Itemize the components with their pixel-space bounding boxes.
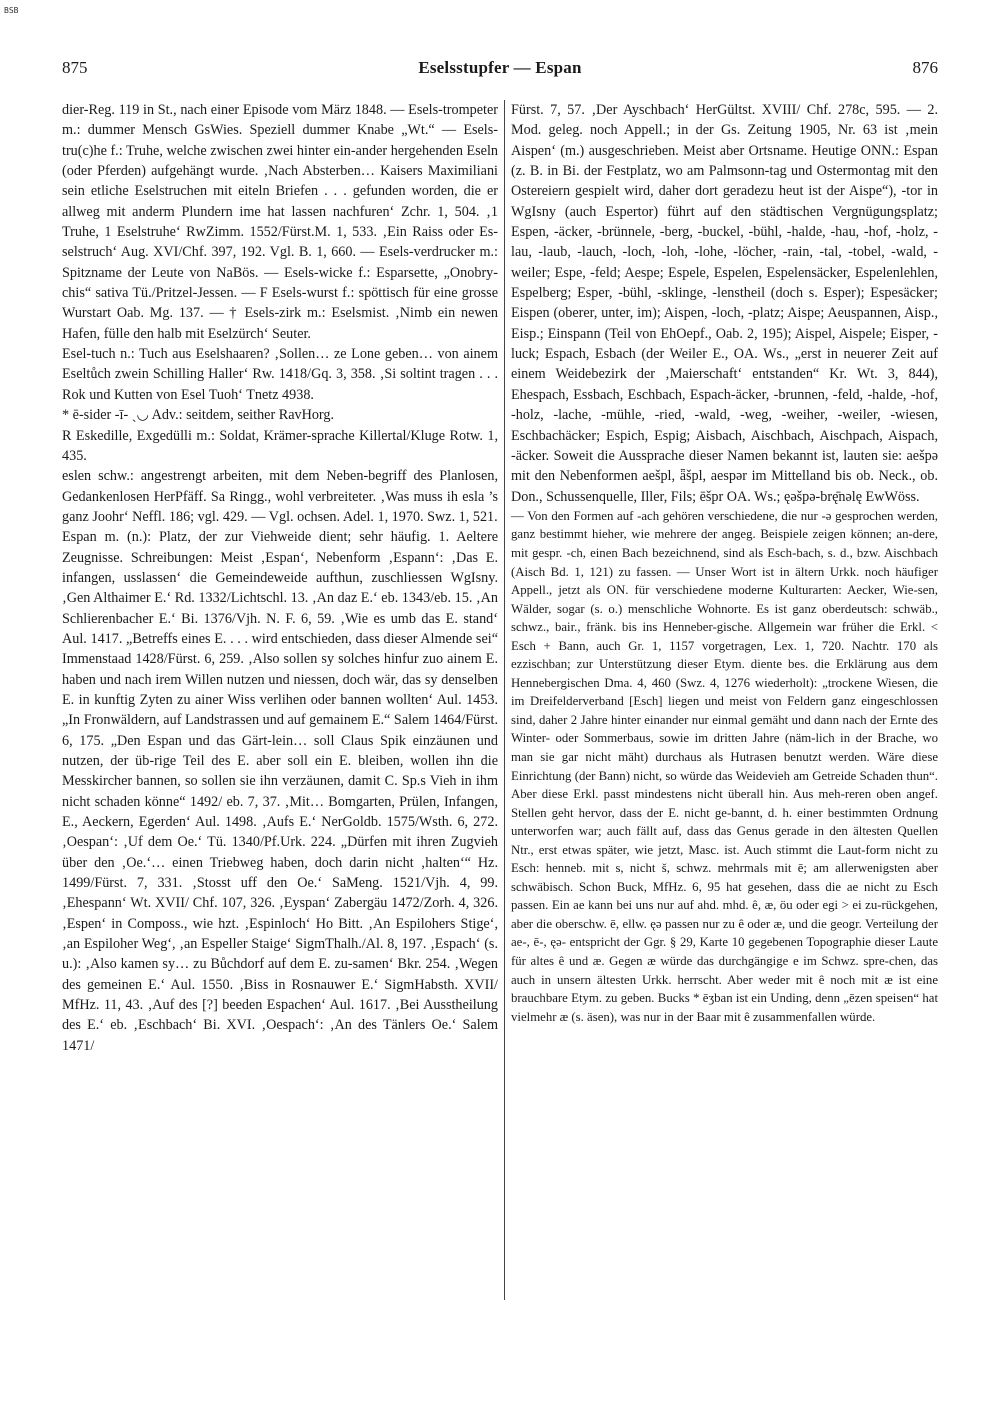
entry-espan: Espan m. (n.): Platz, der zur Viehweide dient; sehr häufig. 1. Aeltere Zeugnisse. Schreibungen: Meist ‚Espan‘, Nebenform ‚Espann‘: ‚Das E. infangen, usslassen‘ die Gemeindeweide aufthun, zuschliessen WgIsny. ‚Gen Althaimer E.‘ Rd. 1332/Lichtschl. 13. ‚An daz E.‘ eb. 1343/eb. 15. ‚An Schlierenbacher E.‘ Bi. 1376/Vjh. N. F. 6, 59. ‚Wie es umb das E. stand‘ Aul. 1417. „Betreffs eines E. . . . wird entschieden, dass dieser Almende sei“ Immenstaad 1428/Fürst. 6, 259. ‚Also sollen sy solches hinfur zuo ainem E. haben und nach irem Willen nutzen und niessen, doch wär, das sy denselben E. in kunftig Zyten zu ainer Wiss verlihen oder bannen wollten‘ Aul. 1453. „In Fronwäldern, auf Landstrassen und auf gemainem E.“ Salem 1464/Fürst. 6, 175. „Den Espan und das Gärt-lein… soll Claus Spik einzäunen und nutzen, der üb-rige Teil des E. aber soll ein E. bleiben, wollen ihn die Messkircher bannen, so sollen sie ihn verzäunen, damit C. Sp.s Vieh in ihm nicht schaden könne“ 1492/ eb. 7, 37. ‚Mit… Bomgarten, Prülen, Infangen, E., Aeckern, Egerden‘ Aul. 1498. ‚Aufs E.‘ NerGoldb. 1575/Wsth. 6, 272. ‚Oespan‘: ‚Uf dem Oe.‘ Tü. 1340/Pf.Urk. 224. „Dürfen mit ihren Zugvieh über den ‚Oe.‘… einen Triebweg haben, doch darin nicht ‚halten‘“ Hz. 1499/Fürst. 7, 331. ‚Stosst uff den Oe.‘ SaMeng. 1521/Vjh. 4, 99. ‚Ehespann‘ Wt. XVII/ Chf. 107, 326. ‚Eyspan‘ Zabergäu 1472/Zorh. 4, 326. ‚Espen‘ in Composs., wie hzt. ‚Espinloch‘ Ho Bitt. ‚An Espilohers Stige‘, ‚an Espiloher Weg‘, ‚an Espeller Staige‘ SigmThalh./Al. 8, 197. ‚Espach‘ (s. u.): ‚Also kamen sy… zu Bůchdorf auf dem E. zu-samen‘ Bkr. 254. ‚Wegen des gemeinen E.‘ Aul. 1550. ‚Biss in Rosnauwer E.‘ SigmHabsth. XVII/ MfHz. 11, 43. ‚Auf des [?] beeden Espachen‘ Aul. 1617. ‚Bei Ausstheilung des E.‘ eb. ‚Eschbach‘ Bi. XVI. ‚Oespach‘: ‚An des Tänlers Oe.‘ Salem 1471/ [62, 529, 498, 1054]
running-title: Eselsstupfer — Espan [418, 58, 582, 77]
entry-eskedille: R Eskedille, Exgedülli m.: Soldat, Krämer-sprache Killertal/Kluge Rotw. 1, 435. [62, 427, 498, 464]
entry-espan-continued: Fürst. 7, 57. ‚Der Ayschbach‘ HerGültst. XVIII/ Chf. 278c, 595. — 2. Mod. geleg. noch Appell.; in der Gs. Zeitung 1905, Nr. 63 ist ‚mein Aispen‘ (m.) ausgeschrieben. Meist aber Ortsname. Heutige ONN.: Espan (z. B. in Bi. der Festplatz, wo am Palmsonn-tag und Ostermontag mit den Ostereiern gespielt wird, daher dort geradezu heut ist der Aispe“), -tor in WgIsny (auch Espertor) führt auf den städtischen Vergnügungsplatz; Espen, -äcker, -brünnele, -berg, -buckel, -bühl, -halde, -hau, -hof, -holz, -lau, -laub, -lauch, -loch, -loh, -lohe, -löcher, -rain, -tal, -tobel, -wald, -weiler; Espe, -feld; Aespe; Espele, Espelen, Espelensäcker, Espelenlehlen, Espelberg; Esper, -bühl, -sklinge, -lenstheil (doch s. Esper); Espesäcker; Eispen (oberer, unter, im); Aispen, -loch, -platz; Aispe; Aeuspannen, Aisp., Eisp.; Einspann (Teil von EhOepf., Oab. 2, 195); Aispel, Aispele; Eisper, -luck; Espach, Esbach (der Weiler E., OA. Ws., „erst in neuerer Zeit auf einem Weidebezirk der ‚Maierschaft‘ entstanden“ Kr. Wt. 3, 844), Ehespach, Essbach, Eschbach, Espach-äcker, -brunnen, -feld, -halde, -hof, -holz, -lache, -mühle, -ried, -wald, -weg, -weiher, -weiler, -wiesen, Eschbachäcker; Espich, Espig; Aisbach, Aischbach, Aischpach, Aispach, -äcker. Soweit die Aussprache dieser Namen bekannt ist, lauten sie: aešpə mit den Nebenformen aešpl, ǟšpl, aespər im Mittelland bis ob. Neck., ob. Don., Schussenquelle, Iller, Fils; ēšpr OA. Ws.; ęəšpə-brę̄nəlę EwWöss. [511, 102, 938, 505]
column-divider [504, 100, 505, 1300]
page-header [62, 58, 938, 86]
right-column [511, 100, 938, 1300]
entry-e-sider: * ē-sider -ī- ˏ◡ Adv.: seitdem, seither RavHorg. [62, 407, 335, 424]
entry-espan-etymology: — Von den Formen auf -ach gehören verschiedene, die nur -ə gesprochen werden, ganz bestimmt hieher, wie mehrere der angeg. Beispiele zeigen können; an-dere, mit gespr. -ch, einen Bach bezeichnend, sind als Esch-bach, s. d., bzw. Aischbach (Aisch Bd. 1, 121) zu fassen. — Unser Wort ist in ältern Urkk. noch häufiger Appell., jetzt als ON. für verschiedene moderne Kulturarten: Aecker, Wie-sen, Wälder, sogar (s. o.) menschliche Wohnorte. Es ist ganz oberdeutsch: schwäb., schwz., bair., fränk. bis ins Henneber-gische. Allgemein war früher die Erkl. < Esch + Bann, auch Gr. 1, 1157 vorgetragen, Lex. 1, 720. Nachtr. 170 als ezzischban; zur Unterstützung dieser Etym. diente bes. die Erklärung aus dem Hennebergischen Dma. 4, 460 (Swz. 4, 1276 wiederholt): „trockene Wiesen, die im Dreifelderverband [Esch] liegen und meist von Feldern ganz eingeschlossen sind, daher 2 Jahre hinter einander nur einmal gemäht und dann nach der Ernte des Winter- oder Sommerbaus, sowie im dritten Jahre (näm-lich in der Brache, wo man sie gar nicht mäht) durchaus als Hutrasen benutzt werden. Wäre diese Einrichtung (der Bann) nicht, so würde das Weidevieh am Getreide Schaden thun“. Aber diese Erkl. passt mindestens nicht überall hin. Aus meh-reren oben angef. Stellen geht hervor, dass der E. nicht ge-bannt, d. h. einer bestimmten Ordnung unterworfen war; auch fällt auf, dass das Genus gerade in den ältesten Quellen Ntr., erst etwas später, wie jetzt, Masc. ist. Auch stimmt die Laut-form nicht zu Esch: henneb. mit s, nicht š, schwz. mehrmals mit ē; am allerwenigsten aber schwäbisch. Schon Buck, MfHz. 6, 95 hat gesehen, dass die ae nicht zu Esch passen. Ein ae kann bei uns nur auf ahd. mhd. ê, æ, öu oder egi > ei zu-rückgehen, aber die oberschw. ē, ellw. ęə passen nur zu ê oder æ, und die geogr. Verteilung der ae-, ē-, ęə- entspricht der Ggr. § 29, Karte 10 gegebenen Topographie dieser Laute für altes ê und æ. Gegen æ würde das durchgängige e im Schwz. spre-chen, das auch in unsern ältesten Urkk. herrscht. Aber weder mit ê noch mit æ ist eine brauchbare Etym. zu geben. Bucks * ēʒban ist ein Unding, denn „ēzen speisen“ hat vielmehr æ (s. äsen), was nur in der Baar mit ê zusammenfallen würde. [511, 508, 938, 1024]
library-stamp: BSB [4, 6, 19, 15]
page-number-right: 876 [912, 58, 938, 77]
entry-eslen: eslen schw.: angestrengt arbeiten, mit dem Neben-begriff des Planlosen, Gedankenlosen HerPfäff. Sa Ringg., wohl verbreiteter. ‚Was muss ih esla ’s ganz Joohr‘ Neffl. 186; vgl. 429. — Vgl. ochsen. Adel. 1, 1970. Swz. 1, 521. [62, 468, 498, 525]
page-number-left: 875 [62, 58, 88, 77]
entry-esels-compounds: dier-Reg. 119 in St., nach einer Episode vom März 1848. — Esels-trompeter m.: dummer Mensch GsWies. Speziell dummer Knabe „Wt.“ — Esels-tru(c)he f.: Truhe, welche zwischen zwei hinter ein-ander hergehenden Eseln (oder Pferden) aufgehängt wurde. ‚Nach Absterben… Kaisers Maximiliani sein etliche Eselstruchen mit eiteln Briefen . . . gefunden worden, die er allweg mit anderm Plundern ime hat lassen nachfuren‘ Zchr. 1, 504. ‚1 Truhe, 1 Eselstruhe‘ RwZimm. 1552/Fürst.M. 1, 533. ‚Ein Raiss oder Es-selstruch‘ Aug. XVI/Chf. 397, 192. Vgl. B. 1, 660. — Esels-verdrucker m.: Spitzname der Leute von NaBös. — Esels-wicke f.: Esparsette, „Onobry-chis“ sativa Tü./Pritzel-Jessen. — F Esels-wurst f.: spöttisch für eine grosse Wurstart Oab. Mg. 137. — † Esels-zirk m.: Eselsmist. ‚Nimb ein newen Hafen, fülle den halb mit Eselzürch‘ Seuter. [62, 102, 498, 342]
entry-esel-tuch: Esel-tuch n.: Tuch aus Eselshaaren? ‚Sollen… ze Lone geben… von ainem Eseltůch zwein Schilling Haller‘ Rw. 1418/Gq. 3, 358. ‚Si soltint tragen . . . Rok und Kutten von Esel Tuoh‘ Tnetz 4938. [62, 346, 498, 403]
left-column [62, 100, 498, 1300]
